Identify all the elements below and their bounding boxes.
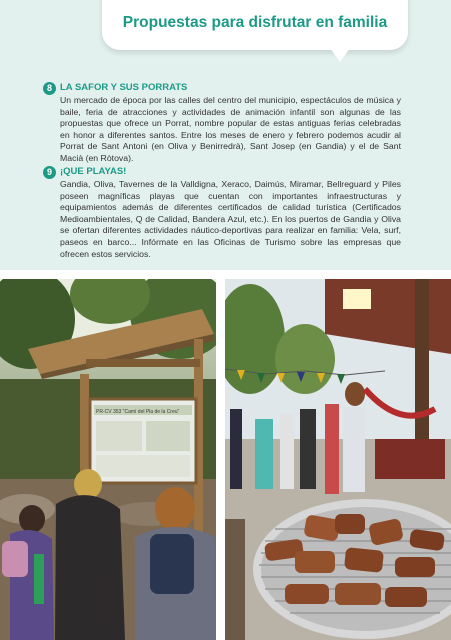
section-number-badge: 9: [43, 166, 56, 179]
section-porrats: [43, 82, 401, 172]
section-playas: [43, 166, 401, 258]
trail-sign-text: PR-CV 353 "Camí del Pla de la Creu": [96, 409, 180, 415]
section-number-badge: 8: [43, 82, 56, 95]
title-bubble-tail: [330, 48, 350, 62]
page-title: Propuestas para disfrutar en familia: [122, 14, 388, 31]
photo-hiking-trail: [0, 279, 216, 640]
section-body: Un mercado de época por las calles del centro del municipio, espectáculos de música y baile, feria de atracciones y actividades de animación infantil son algunas de las propuestas que ofrece un Porrat, nombre popular de estas antiguas ferias celebradas en honor a diferentes santos. Entre los meses de enero y febrero podemos acudir al Porrat de Sant Antoni (en Oliva y Benirredrà), Sant Josep (en Gandia) y el de Sant Macià (en Ròtova).: [60, 95, 401, 163]
section-heading: ¡QUE PLAYAS!: [60, 166, 127, 177]
section-body: Gandia, Oliva, Tavernes de la Valldigna, Xeraco, Daimús, Miramar, Bellreguard y Piles poseen magníficas playas que cuentan con importantes infraestructuras y equipamientos además de diferentes certificados de calidad turística (Certificados Medioambientales, Q de Calidad, Bandera Azul, etc.). En los puertos de Gandia y Oliva se ofertan diferentes actividades náutico-deportivas para realizar en familia: Vela, surf, paseos en barco... Infórmate en las Oficinas de Turismo sobre las empresas que ofrecen estos servicios.: [60, 179, 401, 259]
photo-market-grill: [225, 279, 451, 640]
section-heading: LA SAFOR Y SUS PORRATS: [60, 82, 188, 93]
